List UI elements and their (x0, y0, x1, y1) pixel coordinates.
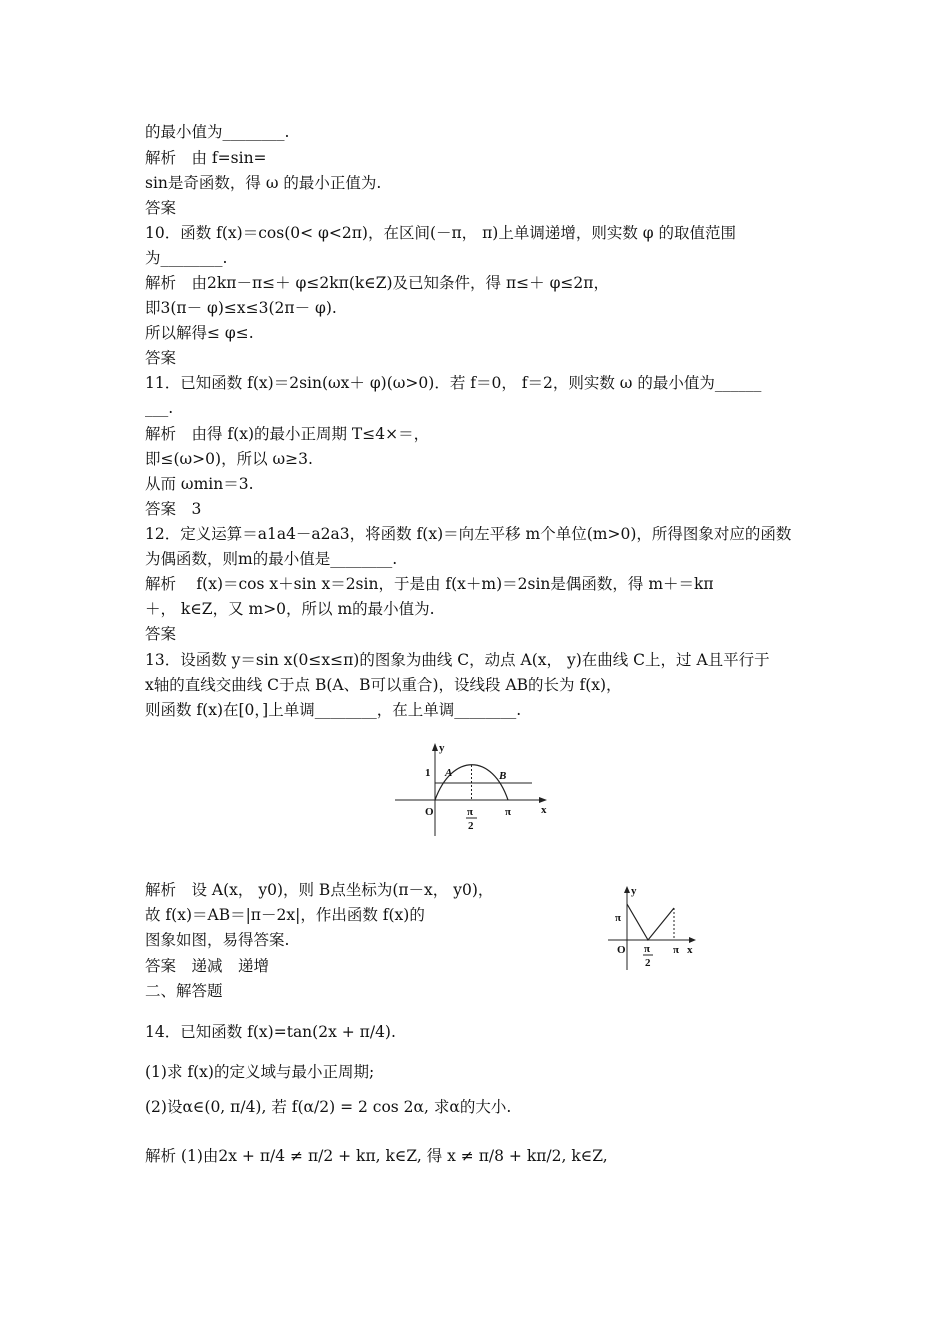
text-line: ＋， k∈Z，又 m>0，所以 m的最小值为. (145, 600, 435, 618)
text-line: 所以解得≤ φ≤. (145, 324, 254, 342)
x-axis-label: x (541, 804, 547, 816)
text-line: 从而 ωmin＝3. (145, 475, 254, 493)
text-line: 解析 由 f=sin= (145, 149, 267, 167)
text-line: 即3(π－ φ)≤x≤3(2π－ φ). (145, 299, 337, 317)
label-half-pi-num: π (644, 943, 651, 955)
text-line: 即≤(ω>0)，所以 ω≥3. (145, 450, 313, 468)
text-line: 答案 3 (145, 500, 202, 518)
q14-part1: (1)求 f(x)的定义域与最小正周期; (145, 1063, 375, 1081)
text-line: 10．函数 f(x)＝cos(0< φ<2π)，在区间(－π， π)上单调递增，则实数 φ 的取值范围 (145, 224, 737, 242)
label-1: 1 (425, 767, 431, 779)
text-line: sin是奇函数，得 ω 的最小正值为. (145, 174, 382, 192)
text-line: 为偶函数，则m的最小值是________. (145, 550, 398, 568)
label-O: O (617, 944, 626, 956)
x-axis-label: x (687, 944, 693, 956)
text-line: 图象如图，易得答案. (145, 931, 290, 949)
text-line: 答案 (145, 625, 177, 643)
text-line: 二、解答题 (145, 982, 223, 1000)
label-pi-x: π (673, 944, 680, 956)
text-line: x轴的直线交曲线 C于点 B(A、B可以重合)，设线段 AB的长为 f(x)， (145, 676, 622, 694)
text-line: 解析 设 A(x， y0)，则 B点坐标为(π－x， y0)， (145, 881, 494, 899)
q14-title: 14．已知函数 f(x)=tan(2x + π/4). (145, 1023, 396, 1041)
text-line: 答案 (145, 199, 177, 217)
label-pi-y: π (615, 912, 622, 924)
text-line: 13．设函数 y＝sin x(0≤x≤π)的图象为曲线 C，动点 A(x， y)在曲线 C上，过 A且平行于 (145, 651, 770, 669)
y-axis-label: y (439, 742, 445, 754)
x-axis-arrow (539, 797, 547, 803)
abs-function-figure (606, 882, 701, 972)
text-line: 答案 递减 递增 (145, 957, 270, 975)
label-A: A (445, 767, 453, 779)
q14-part2: (2)设α∈(0, π/4), 若 f(α/2) = 2 cos 2α, 求α的大小. (145, 1098, 512, 1116)
label-half-pi-num: π (467, 806, 474, 818)
text-line: 则函数 f(x)在[0，]上单调________，在上单调________. (145, 701, 522, 719)
text-line: 为________. (145, 249, 228, 267)
text-line: 解析 f(x)＝cos x＋sin x＝2sin，于是由 f(x＋m)＝2sin是偶函数，得 m＋＝kπ (145, 575, 714, 593)
label-B: B (499, 770, 507, 782)
text-line: 的最小值为________. (145, 123, 290, 141)
text-line: 12．定义运算＝a1a4－a2a3，将函数 f(x)＝向左平移 m个单位(m>0)，所得图象对应的函数 (145, 525, 792, 543)
y-axis-arrow (624, 886, 630, 893)
text-line: ___. (145, 399, 174, 417)
text-line: 答案 (145, 349, 177, 367)
text-line: 故 f(x)＝AB＝|π－2x|，作出函数 f(x)的 (145, 906, 425, 924)
x-axis-arrow (689, 937, 696, 943)
sine-curve-figure (395, 738, 555, 838)
text-line: 解析 由得 f(x)的最小正周期 T≤4×＝， (145, 425, 430, 443)
label-half-pi-den: 2 (645, 957, 651, 969)
text-line: 11．已知函数 f(x)＝2sin(ωx＋ φ)(ω>0)．若 f＝0， f＝2，则实数 ω 的最小值为______ (145, 374, 762, 392)
text-line: 解析 由2kπ－π≤＋ φ≤2kπ(k∈Z)及已知条件，得 π≤＋ φ≤2π， (145, 274, 609, 292)
q14-solution: 解析 (1)由2x + π/4 ≠ π/2 + kπ, k∈Z, 得 x ≠ π/8 + kπ/2, k∈Z, (145, 1147, 608, 1165)
y-axis-arrow (432, 743, 438, 751)
label-O: O (425, 806, 434, 818)
y-axis-label: y (631, 885, 637, 897)
abs-graph (627, 904, 674, 940)
label-pi: π (505, 806, 512, 818)
label-half-pi-den: 2 (468, 820, 474, 832)
